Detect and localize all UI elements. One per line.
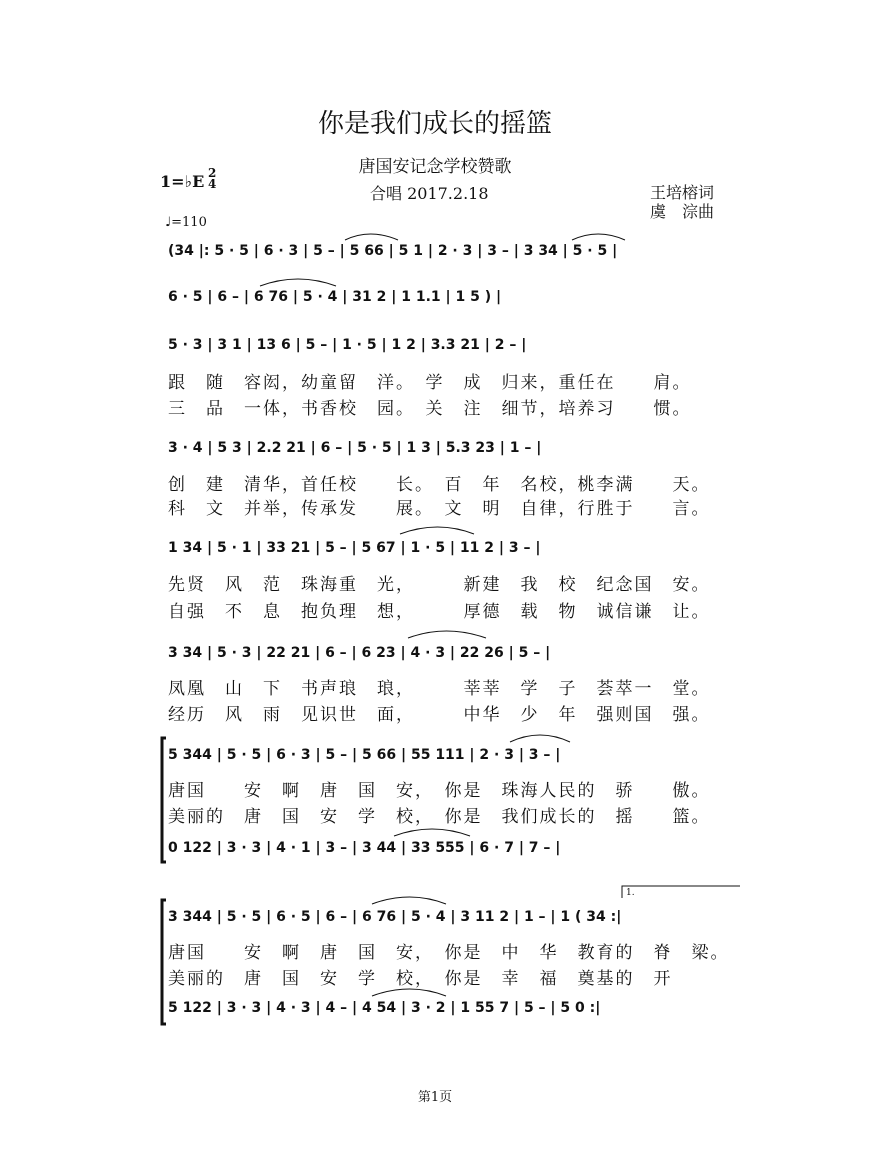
system-4-lyric-verse-2: 科 文 并举，传承发 展。 文 明 自律，行胜于 言。 (168, 499, 711, 519)
system-4-notes: 3 · 4 | 5 3 | 2.2 21 | 6 – | 5 · 5 | 1 3 | 5.3 23 | 1 – | (168, 440, 542, 456)
system-7-lyric-verse-2: 美丽的 唐 国 安 学 校， 你是 我们成长的 摇 篮。 (168, 807, 711, 827)
system-7-bracket (162, 738, 166, 862)
chorus-date: 合唱 2017.2.18 (370, 184, 489, 203)
system-4-lyric-verse-1: 创 建 清华，首任校 长。 百 年 名校，桃李满 天。 (168, 475, 711, 495)
system-8-notes-lower: 5 122 | 3 · 3 | 4 · 3 | 4 – | 4 54 | 3 · 2 | 1 55 7 | 5 – | 5 0 :| (168, 1000, 601, 1016)
system-1-notes: (34 |: 5 · 5 | 6 · 3 | 5 – | 5 66 | 5 1 | 2 · 3 | 3 – | 3 34 | 5 · 5 | (168, 243, 618, 259)
tie (408, 631, 486, 638)
tempo-marking: ♩=110 (165, 215, 207, 230)
system-8-lyric-verse-1: 唐国 安 啊 唐 国 安， 你是 中 华 教育的 脊 梁。 (168, 943, 730, 963)
key-signature: 1=♭E (160, 172, 205, 191)
system-5-notes: 1 34 | 5 · 1 | 33 21 | 5 – | 5 67 | 1 · 5 | 11 2 | 3 – | (168, 540, 541, 556)
score-subtitle: 唐国安记念学校赞歌 (358, 157, 512, 177)
system-8-lyric-verse-2: 美丽的 唐 国 安 学 校， 你是 幸 福 奠基的 开 (168, 969, 673, 989)
composer: 虞 淙曲 (650, 202, 715, 221)
system-7-notes-lower: 0 122 | 3 · 3 | 4 · 1 | 3 – | 3 44 | 33 555 | 6 · 7 | 7 – | (168, 840, 561, 856)
tie (260, 279, 336, 286)
system-3-notes: 5 · 3 | 3 1 | 13 6 | 5 – | 1 · 5 | 1 2 | 3.3 21 | 2 – | (168, 337, 527, 353)
system-6-notes: 3 34 | 5 · 3 | 22 21 | 6 – | 6 23 | 4 · 3 | 22 26 | 5 – | (168, 645, 551, 661)
system-8-notes-upper: 3 344 | 5 · 5 | 6 · 5 | 6 – | 6 76 | 5 · 4 | 3 11 2 | 1 – | 1 ( 34 :| (168, 909, 622, 925)
system-7-lyric-verse-1: 唐国 安 啊 唐 国 安， 你是 珠海人民的 骄 傲。 (168, 781, 711, 801)
system-7-notes-upper: 5 344 | 5 · 5 | 6 · 3 | 5 – | 5 66 | 55 111 | 2 · 3 | 3 – | (168, 747, 561, 763)
score-title: 你是我们成长的摇篮 (317, 109, 552, 139)
volta-bracket (622, 886, 740, 898)
tie (572, 234, 625, 240)
lyricist: 王培榕词 (650, 183, 715, 202)
volta-bracket-label: 1. (626, 888, 635, 898)
time-signature-top: 2 (208, 166, 217, 180)
system-2-notes: 6 · 5 | 6 – | 6 76 | 5 · 4 | 31 2 | 1 1.1 | 1 5 ) | (168, 289, 502, 305)
system-5-lyric-verse-2: 自强 不 息 抱负理 想， 厚德 载 物 诚信谦 让。 (168, 602, 711, 622)
system-3-lyric-verse-1: 跟 随 容闳，幼童留 洋。 学 成 归来，重任在 肩。 (168, 373, 692, 393)
tie (510, 735, 570, 742)
system-6-lyric-verse-1: 凤凰 山 下 书声琅 琅， 莘莘 学 子 荟萃一 堂。 (168, 679, 711, 699)
system-6-lyric-verse-2: 经历 风 雨 见识世 面， 中华 少 年 强则国 强。 (168, 705, 711, 725)
tie (372, 897, 446, 904)
tie (400, 527, 474, 534)
tie (345, 234, 398, 240)
tie (394, 829, 470, 836)
system-8-bracket (162, 900, 166, 1024)
tie (372, 989, 446, 996)
time-signature-bottom: 4 (208, 177, 217, 191)
system-5-lyric-verse-1: 先贤 风 范 珠海重 光， 新建 我 校 纪念国 安。 (168, 575, 711, 595)
page-number: 第1页 (417, 1090, 453, 1105)
system-3-lyric-verse-2: 三 品 一体，书香校 园。 关 注 细节，培养习 惯。 (168, 399, 692, 419)
